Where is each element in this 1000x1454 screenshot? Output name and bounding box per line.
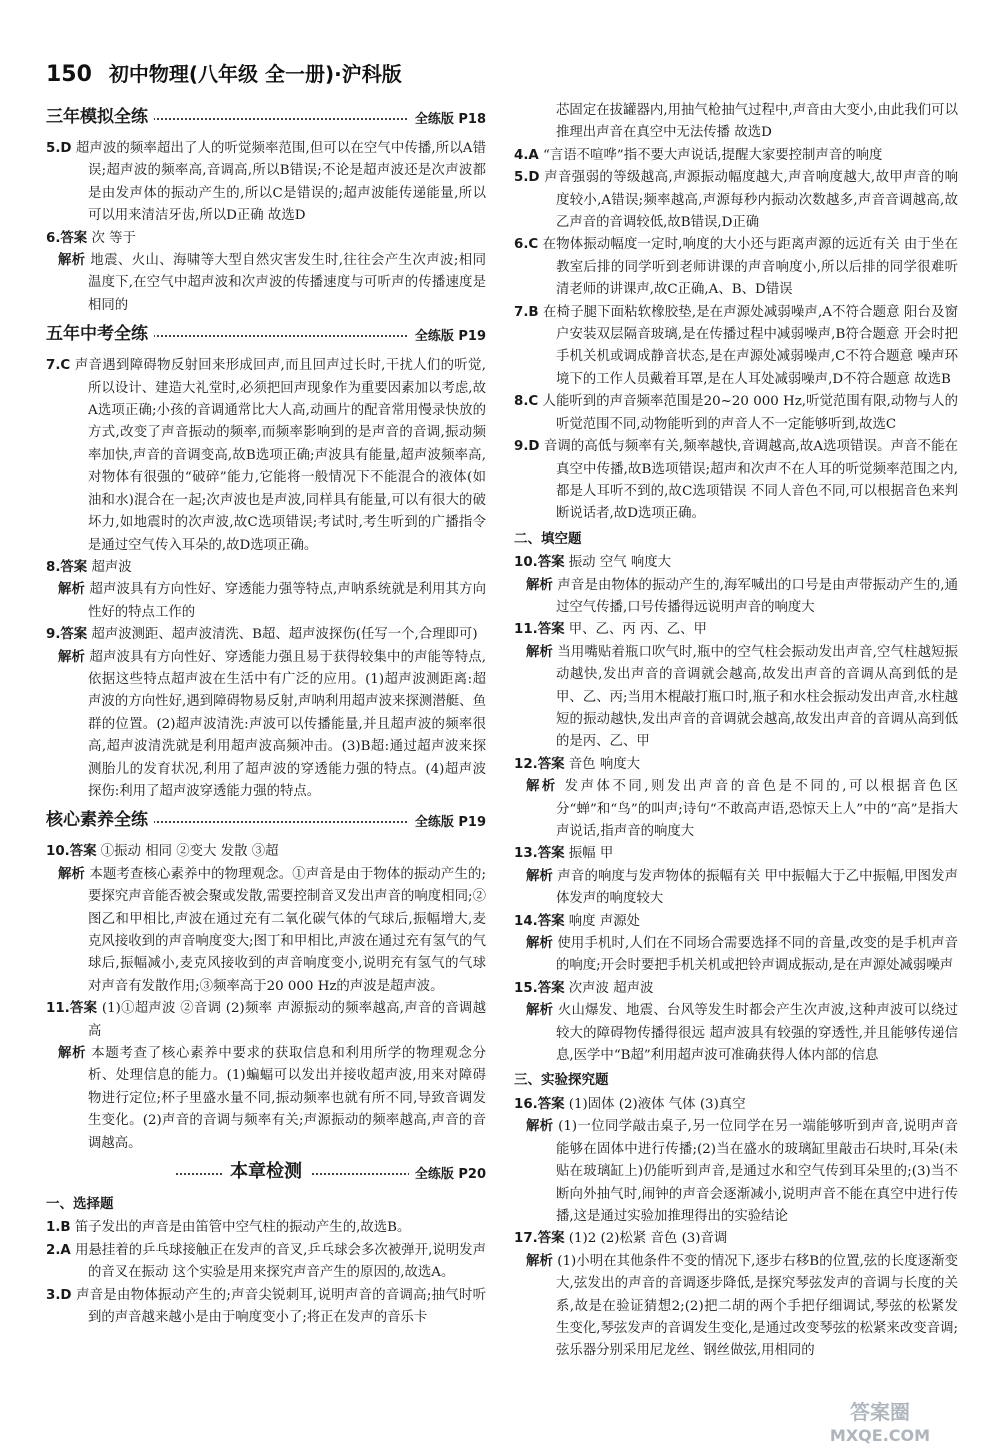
page-number: 150 — [46, 62, 92, 87]
section-header-hexin — [46, 807, 486, 837]
right-column — [514, 100, 958, 1363]
page-header — [46, 58, 946, 98]
section-ref: 全练版 P19 — [409, 326, 486, 348]
svg-text:MXQE.COM: MXQE.COM — [829, 1426, 931, 1445]
section-title: 核心素养全练 — [46, 809, 154, 831]
part-heading: 二、填空题 — [514, 530, 582, 547]
explanation: 解析 (1)一位同学敲击桌子,另一位同学在另一端能够听到声音,说明声音能够在固体中进行传播;(2)当在盛水的玻璃缸里敲击石块时,耳朵(未贴在玻璃缸上)仍能听到声音,是通过水和空气传到耳朵里的;(3)当不断向外抽气时,闹钟的声音会逐渐减小,说明声音不能在真空中进行传播,这是通过实验加推理得出的实验结论 — [526, 1119, 959, 1224]
explanation: 解析 超声波具有方向性好、穿透能力强且易于获得较集中的声能等特点,依据这些特点超声波在生活中有广泛的应用。(1)超声波测距离:超声波的方向性好,遇到障碍物易反射,声呐利用超声波来探测潜艇、鱼群的位置。(2)超声波清洗:声波可以传播能量,并且超声波的频率很高,超声波清洗就是利用超声波高频冲击。(3)B超:通过超声波来探测胎儿的发育状况,利用了超声波的穿透能力强的特点。(4)超声波探伤:利用了超声波穿透能力强的特点。 — [58, 649, 487, 799]
explanation: 解析 声音的响度与发声物体的振幅有关 甲中振幅大于乙中振幅,甲图发声体发声的响度较大 — [526, 868, 958, 907]
section-header-sannian — [46, 104, 486, 134]
answer-item: 16.答案 (1)固体 (2)液体 气体 (3)真空 — [514, 1096, 746, 1112]
answer-item: 11.答案 甲、乙、丙 丙、乙、甲 — [514, 622, 707, 638]
answer-item: 8.答案 超声波 — [46, 559, 132, 575]
answer-item: 6.答案 次 等于 — [46, 230, 136, 246]
svg-text:答案圈: 答案圈 — [850, 1400, 910, 1424]
part-heading: 一、选择题 — [46, 1196, 114, 1213]
section-header-wunian — [46, 321, 486, 351]
answer-item: 2.A 用悬挂着的乒乓球接触正在发声的音叉,乒乓球会多次被弹开,说明发声的音叉在振动 这个实验是用来探究声音产生的原因的,故选A。 — [46, 1242, 486, 1281]
section-ref: 全练版 P20 — [409, 1164, 486, 1186]
answer-item: 10.答案 振动 空气 响度大 — [514, 555, 672, 571]
answer-item: 12.答案 音色 响度大 — [514, 756, 640, 772]
answer-item: 1.B 笛子发出的声音是由笛管中空气柱的振动产生的,故选B。 — [46, 1220, 411, 1236]
answer-item: 5.D 声音强弱的等级越高,声源振动幅度越大,声音响度越大,故甲声音的响度较小,A错误;频率越高,声源每秒内振动次数越多,声音音调越高,故乙声音的音调较低,故B错误,D正确 — [514, 170, 958, 231]
left-column — [46, 100, 486, 1330]
section-header-chapter-test — [46, 1159, 486, 1189]
explanation: 解析 火山爆发、地震、台风等发生时都会产生次声波,这种声波可以绕过较大的障碍物传播得很远 超声波具有较强的穿透性,并且能够传递信息,医学中“B超”利用超声波可准确获得人体内部的信息 — [526, 1003, 959, 1064]
answer-item: 13.答案 振幅 甲 — [514, 846, 614, 862]
answer-item: 3.D 声音是由物体振动产生的;声音尖锐刺耳,说明声音的音调高;抽气时听到的声音越来越小是由于响度变小了;将正在发声的音乐卡 — [46, 1287, 486, 1326]
answer-item: 8.C 人能听到的声音频率范围是20~20 000 Hz,听觉范围有限,动物与人的听觉范围不同,动物能听到的声音人不一定能够听到,故选C — [514, 394, 958, 432]
explanation: 解析 (1)小明在其他条件不变的情况下,逐步右移B的位置,弦的长度逐渐变大,弦发出的声音的音调逐步降低,是探究琴弦发声的音调与长度的关系,故是在验证猜想2;(2)把二胡的两个手把仔细调试,琴弦的松紧发生变化,琴弦发声的音调发生变化,是通过改变琴弦的松紧来改变音调;弦乐器分别采用尼龙丝、钢丝做弦,用相同的 — [526, 1253, 959, 1359]
explanation: 解析 发声体不同,则发出声音的音色是不同的,可以根据音色区分“蝉”和“鸟”的叫声;诗句“不敢高声语,恐惊天上人”中的“高”是指大声说话,指声音的响度大 — [526, 779, 958, 839]
section-ref: 全练版 P18 — [409, 109, 486, 131]
answer-item: 11.答案 (1)①超声波 ②音调 (2)频率 声源振动的频率越高,声音的音调越高 — [46, 1001, 486, 1039]
section-ref: 全练版 P19 — [409, 812, 486, 834]
explanation: 解析 本题考查核心素养中的物理观念。①声音是由于物体的振动产生的;要探究声音能否被会聚或发散,需要控制音叉发出声音的响度相同;②图乙和甲相比,声波在通过充有二氧化碳气体的气球后,振幅增大,麦克风接收到的声音响度变大;图丁和甲相比,声波在通过充有氢气的气球后,振幅减小,麦克风接收到的声音响度变小,说明充有氢气的气球对声音有发散作用;③频率高于20 000 Hz的声波是超声波。 — [58, 866, 486, 994]
explanation: 解析 声音是由物体的振动产生的,海军喊出的口号是由声带振动产生的,通过空气传播,口号传播得远说明声音的响度大 — [526, 577, 958, 615]
explanation: 解析 本题考查了核心素养中要求的获取信息和利用所学的物理观念分析、处理信息的能力。(1)蝙蝠可以发出并接收超声波,用来对障碍物进行定位;杯子里盛水量不同,振动频率也就有所不同,导致音调发生变化。(2)声音的音调与频率有关;声源振动的频率越高,声音的音调越高。 — [58, 1046, 486, 1151]
section-title: 本章检测 — [222, 1161, 310, 1183]
watermark-logo — [790, 1395, 970, 1447]
answer-item: 9.答案 超声波测距、超声波清洗、B超、超声波探伤(任写一个,合理即可) — [46, 627, 478, 643]
section-title: 三年模拟全练 — [46, 106, 154, 128]
answer-item: 5.D 超声波的频率超出了人的听觉频率范围,但可以在空气中传播,所以A错误;超声波的频率高,音调高,所以B错误;不论是超声波还是次声波都是由发声体的振动产生的,所以C是错误的;超声波能传递能量,所以可以用来清洁牙齿,所以D正确 故选D — [46, 141, 486, 224]
answer-item: 10.答案 ①振动 相同 ②变大 发散 ③超 — [46, 844, 279, 860]
part-heading: 三、实验探究题 — [514, 1072, 609, 1089]
answer-item: 4.A “言语不喧哗”指不要大声说话,提醒大家要控制声音的响度 — [514, 147, 883, 163]
answer-item: 9.D 音调的高低与频率有关,频率越快,音调越高,故A选项错误。声音不能在真空中传播,故B选项错误;超声和次声不在人耳的听觉频率范围之内,都是人耳听不到的,故C选项错误 不同人音色不同,可以根据音色来判断说话者,故D选项正确。 — [514, 439, 958, 522]
answer-item: 6.C 在物体振动幅度一定时,响度的大小还与距离声源的远近有关 由于坐在教室后排的同学听到老师讲课的声音响度小,所以后排的同学很难听清老师的讲课声,故C正确,A、B、D错误 — [514, 237, 958, 298]
explanation: 解析 地震、火山、海啸等大型自然灾害发生时,往往会产生次声波;相同温度下,在空气中超声波和次声波的传播速度与可听声的传播速度是相同的 — [58, 253, 486, 313]
answer-item: 7.B 在椅子腿下面粘软橡胶垫,是在声源处减弱噪声,A不符合题意 阳台及窗户安装双层隔音玻璃,是在传播过程中减弱噪声,B符合题意 开会时把手机关机或调成静音状态,是在声源处减弱噪声,C不符合题意 噪声环境下的工作人员戴着耳罩,是在人耳处减弱噪声,D不符合题意 故选B — [514, 304, 958, 387]
section-title: 五年中考全练 — [46, 323, 154, 345]
explanation: 解析 超声波具有方向性好、穿透能力强等特点,声呐系统就是利用其方向性好的特点工作的 — [58, 582, 487, 620]
book-title: 初中物理(八年级 全一册)·沪科版 — [108, 62, 402, 86]
answer-item: 17.答案 (1)2 (2)松紧 音色 (3)音调 — [514, 1231, 728, 1247]
answer-item: 15.答案 次声波 超声波 — [514, 980, 654, 996]
explanation: 解析 当用嘴贴着瓶口吹气时,瓶中的空气柱会振动发出声音,空气柱越短振动越快,发出声音的音调就会越高,故发出声音的音调从高到低的是甲、乙、丙;当用木棍敲打瓶口时,瓶子和水柱会振动发出声音,水柱越短的振动越快,发出声音的音调就会越高,故发出声音的音调从高到低的是丙、乙、甲 — [526, 644, 958, 750]
explanation: 解析 使用手机时,人们在不同场合需要选择不同的音量,改变的是手机声音的响度;开会时要把手机关机或把铃声调成振动,是在声源处减弱噪声 — [526, 936, 958, 974]
answer-item: 14.答案 响度 声源处 — [514, 913, 640, 929]
continued-text: 芯固定在拔罐器内,用抽气枪抽气过程中,声音由大变小,由此我们可以推理出声音在真空中无法传播 故选D — [556, 103, 958, 141]
answer-item: 7.C 声音遇到障碍物反射回来形成回声,而且回声过长时,干扰人们的听觉,所以设计、建造大礼堂时,必须把回声现象作为重要因素加以考虑,故A选项正确;小孩的音调通常比大人高,动画片的配音常用慢录快放的方式,改变了声音振动的频率,而频率影响到的是声音的音调,振动频率加快,声音的音调变高,故B选项正确;声波具有能量,超声波频率高,对物体有很强的“破碎”能力,它能将一般情况下不能混合的液体(如油和水)混合在一起;次声波也是声波,同样具有能量,可以有很大的破坏力,如地震时的次声波,故C选项错误;考试时,考生听到的广播指令是通过空气传入耳朵的,故D选项正确。 — [46, 358, 486, 553]
